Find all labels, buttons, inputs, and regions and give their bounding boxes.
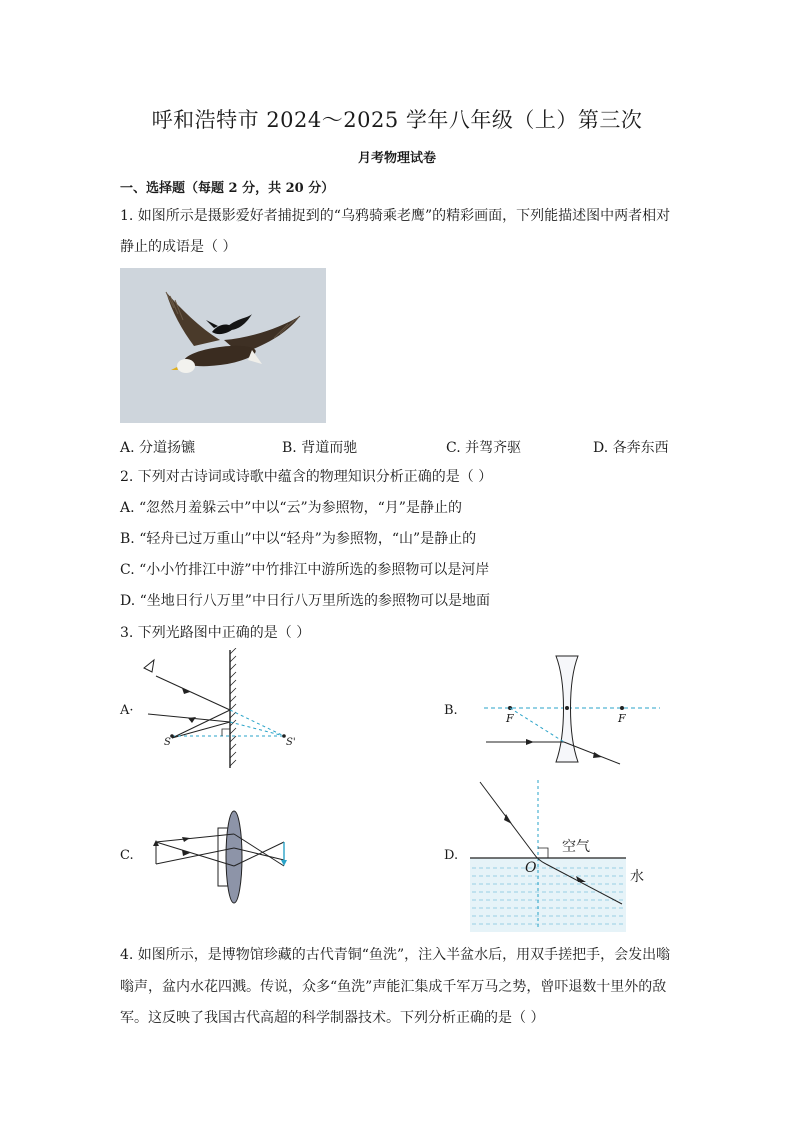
q3-fig-a-label-s-prime: S' <box>286 737 296 748</box>
eagle-crow-photo <box>120 268 326 423</box>
eagle-crow-illustration <box>120 268 326 423</box>
q3-fig-d-label-o: O <box>525 860 537 876</box>
q3-label-a: A· <box>120 703 134 718</box>
q3-figure-b-concave-lens <box>484 652 662 768</box>
q3-label-c: C. <box>120 848 134 863</box>
q2-option-a: A. “忽然月羞躲云中”中以“云”为参照物，“月”是静止的 <box>120 500 462 516</box>
q4-stem-line-1: 4. 如图所示，是博物馆珍藏的古代青铜“鱼洗”，注入半盆水后，用双手搓把手，会发出嗡 <box>120 947 671 963</box>
q1-option-b: B. 背道而驰 <box>282 440 358 456</box>
q3-fig-a-label-s: S <box>164 737 171 748</box>
q1-stem-line-2: 静止的成语是（ ） <box>120 239 237 255</box>
q3-fig-d-label-water: 水 <box>630 869 644 885</box>
exam-title: 呼和浩特市 2024～2025 学年八年级（上）第三次 <box>151 108 643 132</box>
q2-option-d: D. “坐地日行八万里”中日行八万里所选的参照物可以是地面 <box>120 593 490 609</box>
q3-fig-b-label-f-right: F <box>618 712 626 725</box>
exam-subtitle: 月考物理试卷 <box>357 151 436 166</box>
q1-option-d: D. 各奔东西 <box>593 440 669 456</box>
q1-stem-line-1: 1. 如图所示是摄影爱好者捕捉到的“乌鸦骑乘老鹰”的精彩画面，下列能描述图中两者相对 <box>120 208 671 224</box>
q3-label-b: B. <box>444 703 458 718</box>
q3-figure-c-convex-lens <box>150 808 300 908</box>
q2-option-b: B. “轻舟已过万重山”中以“轻舟”为参照物，“山”是静止的 <box>120 531 477 547</box>
q4-stem-line-2: 嗡声，盆内水花四溅。传说，众多“鱼洗”声能汇集成千军万马之势，曾吓退数十里外的敌 <box>120 979 667 995</box>
q4-stem-line-3: 军。这反映了我国古代高超的科学制器技术。下列分析正确的是（ ） <box>120 1010 545 1026</box>
q3-label-d: D. <box>444 848 459 863</box>
q3-fig-d-label-air: 空气 <box>562 839 590 855</box>
q1-option-a: A. 分道扬镳 <box>120 440 196 456</box>
q1-option-c: C. 并驾齐驱 <box>446 440 522 456</box>
q2-option-c: C. “小小竹排江中游”中竹排江中游所选的参照物可以是河岸 <box>120 562 490 578</box>
section-heading: 一、选择题（每题 2 分，共 20 分） <box>120 181 335 196</box>
q3-stem: 3. 下列光路图中正确的是（ ） <box>120 625 311 641</box>
q2-stem: 2. 下列对古诗词或诗歌中蕴含的物理知识分析正确的是（ ） <box>120 469 493 485</box>
q3-fig-b-label-f-left: F <box>506 712 514 725</box>
q3-figure-d-refraction <box>468 778 628 934</box>
q3-figure-a-mirror <box>138 648 310 772</box>
